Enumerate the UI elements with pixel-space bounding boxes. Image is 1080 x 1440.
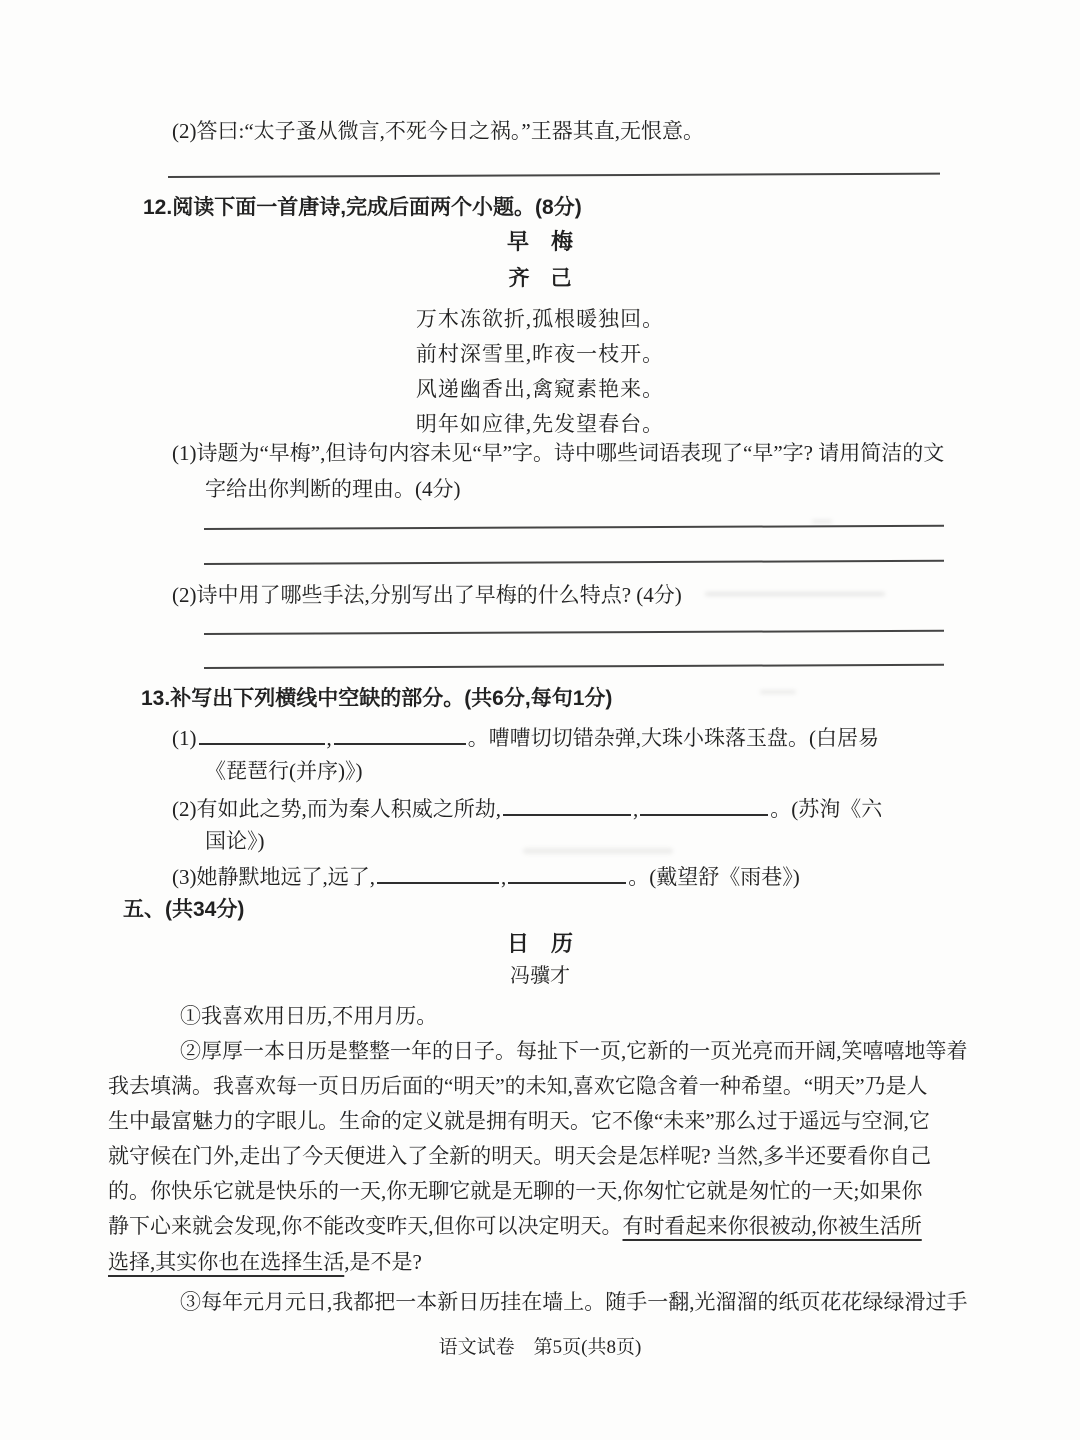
essay-title: 日 历: [506, 931, 573, 956]
page-footer: 语文试卷 第5页(共8页): [438, 1337, 642, 1358]
answer-line: [168, 173, 940, 178]
q13-item-2-post: 。(苏洵《六: [770, 796, 883, 821]
scan-smudge: [812, 520, 832, 523]
q12-sub1-line2: 字给出你判断的理由。(4分): [205, 477, 461, 501]
essay-paragraph-2-line: ②厚厚一本日历是整整一年的日子。每扯下一页,它新的一页光亮而开阔,笑嘻嘻地等着: [180, 1039, 968, 1063]
answer-line: [204, 525, 944, 530]
fill-in-blank: [640, 794, 768, 816]
q12-sub1-line1: (1)诗题为“早梅”,但诗句内容未见“早”字。诗中哪些词语表现了“早”字? 请用简洁的文: [172, 441, 945, 465]
essay-paragraph-2-line: 生中最富魅力的字眼儿。生命的定义就是拥有明天。它不像“未来”那么过于遥远与空洞,它: [108, 1109, 930, 1133]
scan-smudge: [760, 690, 796, 694]
poem-author: 齐 己: [508, 267, 572, 290]
q13-item-3: [172, 862, 800, 890]
poem-line: 明年如应律,先发望春台。: [415, 412, 665, 436]
fill-in-blank: [377, 862, 499, 884]
fill-in-blank: [199, 723, 325, 745]
scan-smudge: [705, 592, 885, 596]
answer-line: [204, 630, 944, 635]
q13-item-1: [172, 723, 879, 751]
q13-item-3-pre: (3)她静默地远了,远了,: [172, 864, 375, 889]
essay-paragraph-1: ①我喜欢用日历,不用月历。: [180, 1004, 438, 1028]
q12-sub2: (2)诗中用了哪些手法,分别写出了早梅的什么特点? (4分): [172, 583, 682, 607]
poem-title: 早 梅: [506, 229, 573, 254]
prev-answer-text: (2)答曰:“太子蚤从微言,不死今日之祸。”王器其直,无恨意。: [172, 119, 704, 143]
q13-item-1-mid: ,: [326, 725, 332, 750]
fill-in-blank: [503, 794, 631, 816]
essay-text-normal: ,是不是?: [344, 1250, 422, 1274]
scan-smudge: [523, 848, 673, 854]
q13-item-1-post: 。嘈嘈切切错杂弹,大珠小珠落玉盘。(白居易: [467, 725, 879, 750]
fill-in-blank: [508, 862, 626, 884]
essay-text-underlined: 选择,其实你也在选择生活: [108, 1250, 345, 1274]
answer-line: [204, 560, 944, 565]
essay-paragraph-2-line: 我去填满。我喜欢每一页日历后面的“明天”的未知,喜欢它隐含着一种希望。“明天”乃是人: [108, 1074, 928, 1098]
q13-item-1-pre: (1): [172, 725, 197, 750]
q13-item-3-post: 。(戴望舒《雨巷》): [628, 864, 800, 889]
essay-paragraph-2-line: [108, 1213, 922, 1239]
section5-heading: 五、(共34分): [123, 898, 245, 921]
essay-paragraph-2-line: [108, 1249, 422, 1275]
q13-item-3-mid: ,: [501, 864, 507, 889]
essay-paragraph-3: ③每年元月元日,我都把一本新日历挂在墙上。随手一翻,光溜溜的纸页花花绿绿滑过手: [180, 1290, 968, 1314]
q13-item-2-pre: (2)有如此之势,而为秦人积威之所劫,: [172, 796, 501, 821]
q13-item-2: [172, 794, 882, 822]
q13-item-2-mid: ,: [633, 796, 639, 821]
poem-line: 前村深雪里,昨夜一枝开。: [415, 342, 665, 366]
q13-stem: 13.补写出下列横线中空缺的部分。(共6分,每句1分): [141, 687, 613, 710]
poem-line: 万木冻欲折,孤根暖独回。: [415, 307, 665, 331]
fill-in-blank: [334, 723, 466, 745]
essay-text-normal: 静下心来就会发现,你不能改变昨天,但你可以决定明天。: [108, 1214, 623, 1238]
answer-line: [204, 664, 944, 669]
q13-item-2-line2: 国论》): [205, 829, 265, 853]
essay-text-underlined: 有时看起来你很被动,你被生活所: [622, 1214, 922, 1238]
essay-paragraph-2-line: 的。你快乐它就是快乐的一天,你无聊它就是无聊的一天,你匆忙它就是匆忙的一天;如果你: [108, 1179, 923, 1203]
poem-line: 风递幽香出,禽窥素艳来。: [415, 377, 665, 401]
q13-item-1-line2: 《琵琶行(并序)》): [205, 759, 363, 783]
essay-paragraph-2-line: 就守候在门外,走出了今天便进入了全新的明天。明天会是怎样呢? 当然,多半还要看你自己: [108, 1144, 932, 1168]
essay-author: 冯骥才: [510, 965, 570, 987]
q12-stem: 12.阅读下面一首唐诗,完成后面两个小题。(8分): [143, 196, 582, 219]
